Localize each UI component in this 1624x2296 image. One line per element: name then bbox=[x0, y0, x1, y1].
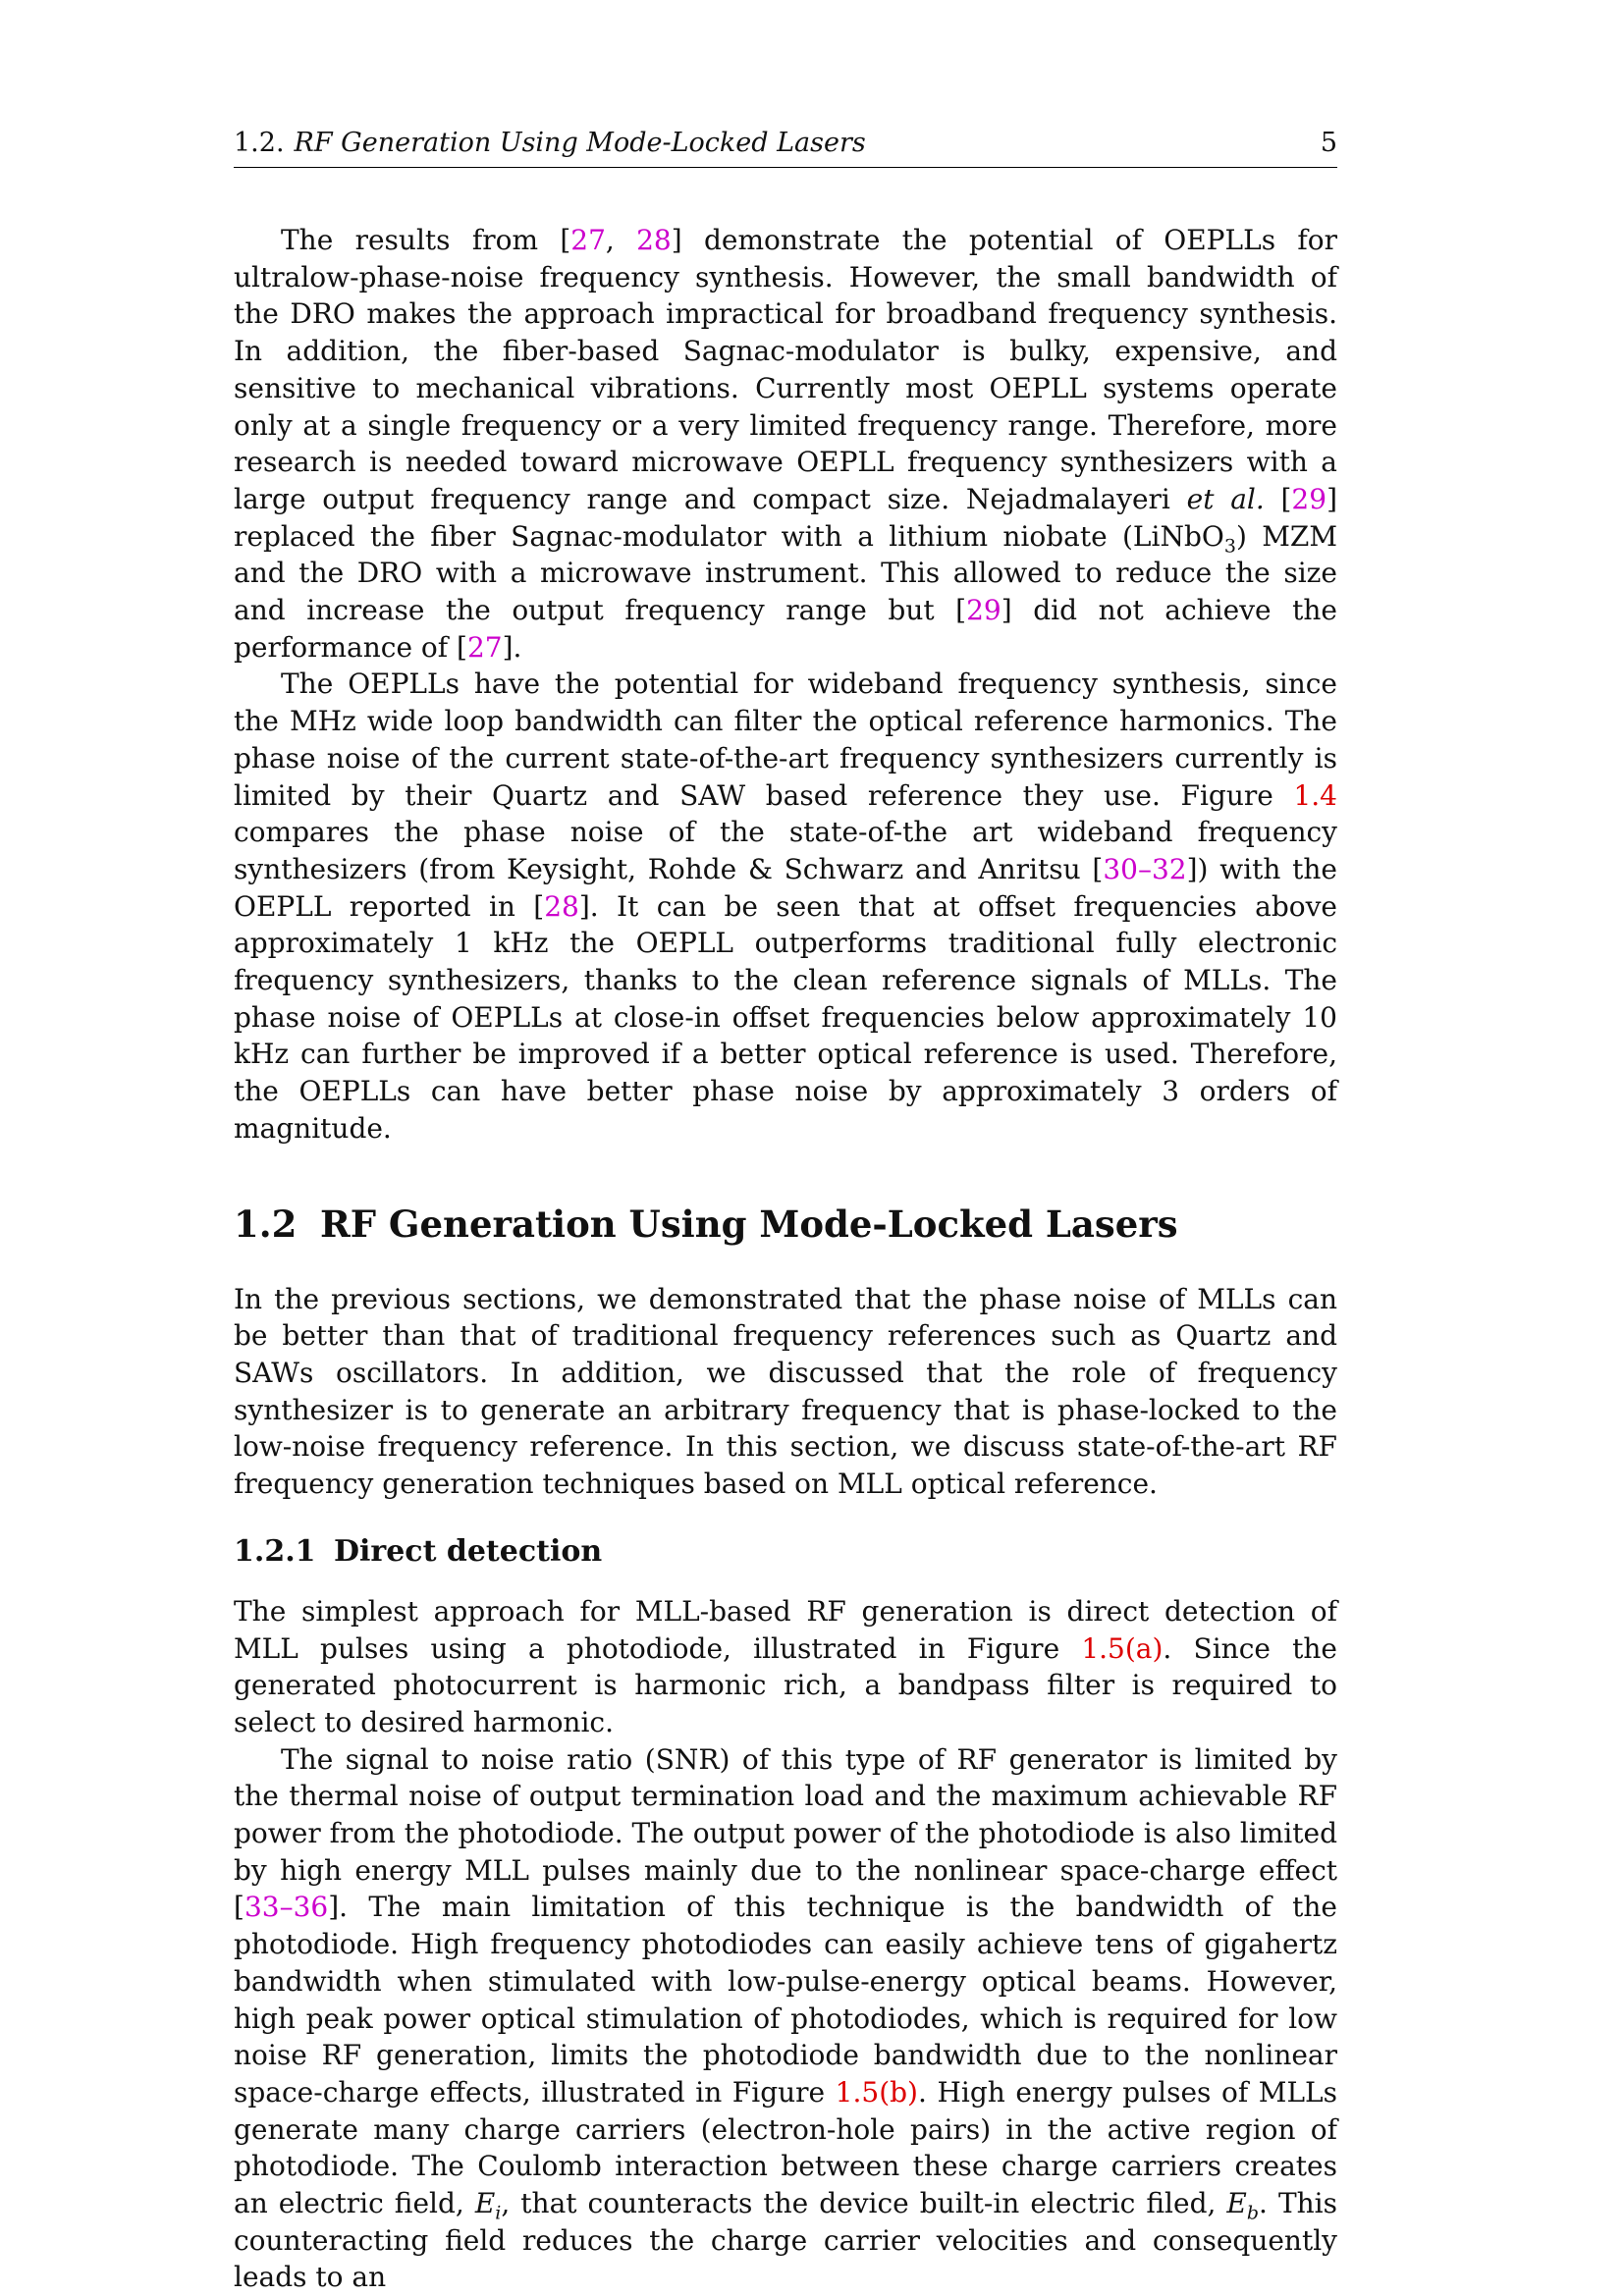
page-number: 5 bbox=[1320, 128, 1337, 158]
citation-link[interactable]: 28 bbox=[636, 224, 672, 256]
citation-link[interactable]: 30 bbox=[1103, 852, 1138, 885]
figure-link[interactable]: 1.4 bbox=[1293, 778, 1337, 812]
citation-link[interactable]: 32 bbox=[1151, 852, 1187, 885]
citation-link[interactable]: 27 bbox=[466, 630, 503, 664]
header-section-number: 1.2. bbox=[234, 128, 285, 158]
citation-link[interactable]: 28 bbox=[544, 889, 579, 923]
citation-link[interactable]: 33 bbox=[244, 1891, 280, 1924]
subsection-title: Direct detection bbox=[334, 1533, 603, 1569]
page-body bbox=[234, 222, 1337, 2296]
math-symbol: $E_i$ bbox=[474, 2187, 502, 2224]
citation-link[interactable]: 27 bbox=[570, 224, 606, 256]
figure-link[interactable]: 1.5(b) bbox=[835, 2075, 918, 2109]
citation-link[interactable]: 29 bbox=[966, 594, 1001, 627]
running-header bbox=[234, 128, 1337, 168]
paragraph-section-intro: In the previous sections, we demonstrated that the phase noise of MLLs can be better than that of traditional frequency references such as Quartz and SAWs oscillators. In addition, we discussed that the role of frequency synthesizer is to generate an arbitrary frequency that is phase-locked to the low-noise frequency reference. In this section, we discuss state-of-the-art RF frequency generation techniques based on MLL optical reference. bbox=[234, 1282, 1337, 1501]
section-heading bbox=[234, 1201, 1337, 1248]
figure-link[interactable]: 1.5(a) bbox=[1081, 1631, 1164, 1665]
citation-link[interactable]: 29 bbox=[1291, 482, 1327, 515]
subsection-number: 1.2.1 bbox=[234, 1533, 316, 1569]
paragraph-snr-limits: The signal to noise ratio (SNR) of this type of RF generator is limited by the thermal noise of output termination load and the maximum achievable RF power from the photodiode. The output power of the photodiode is also limited by high energy MLL pulses mainly due to the nonlinear space-charge effect [33–36]. The main limitation of this technique is the bandwidth of the photodiode. High frequency photodiodes can easily achieve tens of gigahertz bandwidth when stimulated with low-pulse-energy optical beams. However, high peak power optical stimulation of photodiodes, which is required for low noise RF generation, limits the photodiode bandwidth due to the nonlinear space-charge effects, illustrated in Figure 1.5(b). High energy pulses of MLLs generate many charge carriers (electron-hole pairs) in the active region of photodiode. The Coulomb interaction between these charge carriers creates an electric field, $E_i$, that counteracts the device built-in electric filed, $E_b$. This counteracting field reduces the charge carrier velocities and consequently leads to an bbox=[234, 1742, 1337, 2294]
section-number: 1.2 bbox=[234, 1201, 298, 1246]
math-symbol: $E_b$ bbox=[1226, 2187, 1260, 2224]
citation-link[interactable]: 36 bbox=[293, 1891, 329, 1924]
paragraph-oepll-potential: The results from [27, 28] demonstrate the potential of OEPLLs for ultralow-phase-noise frequency synthesis. However, the small bandwidth of the DRO makes the approach impractical for broadband frequency synthesis. In addition, the fiber-based Sagnac-modulator is bulky, expensive, and sensitive to mechanical vibrations. Currently most OEPLL systems operate only at a single frequency or a very limited frequency range. Therefore, more research is needed toward microwave OEPLL frequency synthesizers with a large output frequency range and compact size. Nejadmalayeri et al. [29] replaced the fiber Sagnac-modulator with a lithium niobate (LiNbO$_3$) MZM and the DRO with a microwave instrument. This allowed to reduce the size and increase the output frequency range but [29] did not achieve the performance of [27]. bbox=[234, 224, 1338, 664]
paragraph-direct-detection: The simplest approach for MLL-based RF generation is direct detection of MLL pulses using a photodiode, illustrated in Figure 1.5(a). Since the generated photocurrent is harmonic rich, a bandpass filter is required to select to desired harmonic. bbox=[234, 1594, 1337, 1738]
paragraph-wideband-synthesis: The OEPLLs have the potential for wideband frequency synthesis, since the MHz wide loop bandwidth can filter the optical reference harmonics. The phase noise of the current state-of-the-art frequency synthesizers currently is limited by their Quartz and SAW based reference they use. Figure 1.4 compares the phase noise of the state-of-the art wideband frequency synthesizers (from Keysight, Rohde & Schwarz and Anritsu [30–32]) with the OEPLL reported in [28]. It can be seen that at offset frequencies above approximately 1 kHz the OEPLL outperforms traditional fully electronic frequency synthesizers, thanks to the clean reference signals of MLLs. The phase noise of OEPLLs at close-in offset frequencies below approximately 10 kHz can further be improved if a better optical reference is used. Therefore, the OEPLLs can have better phase noise by approximately 3 orders of magnitude. bbox=[234, 667, 1338, 1145]
subsection-heading bbox=[234, 1532, 1337, 1572]
section-title: RF Generation Using Mode-Locked Lasers bbox=[320, 1201, 1178, 1246]
header-section-title: RF Generation Using Mode-Locked Lasers bbox=[294, 128, 866, 158]
header-left bbox=[234, 128, 866, 158]
